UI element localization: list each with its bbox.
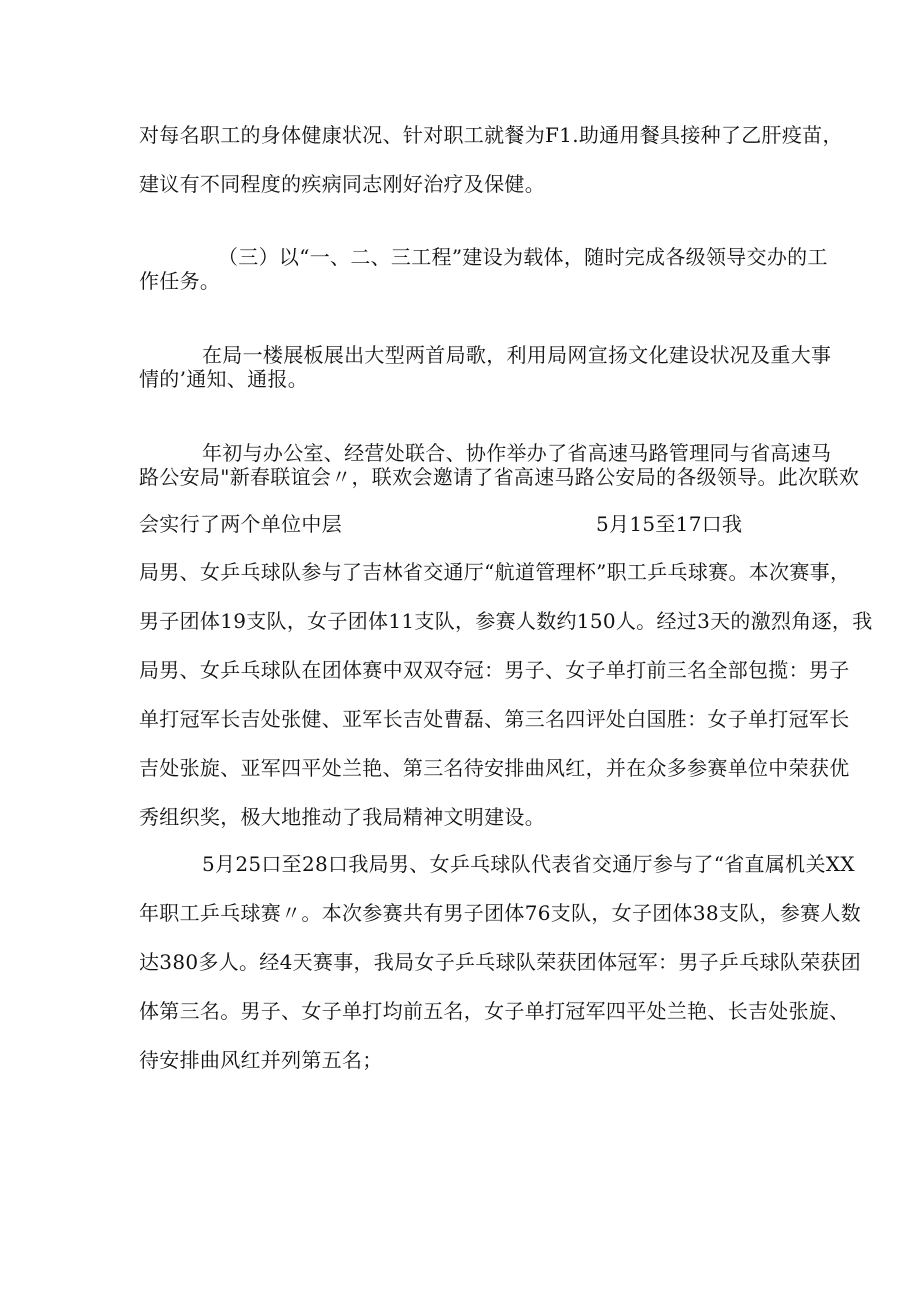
text-line: 5月25口至28口我局男、女乒乓球队代表省交通厅参与了“省直属机关XX bbox=[202, 852, 855, 876]
section-heading: （三）以“一、二、三工程”建设为载体，随时完成各级领导交办的工 bbox=[218, 245, 828, 269]
text-line: 在局一楼展板展出大型两首局歌，利用局网宣扬文化建设状况及重大事 bbox=[202, 343, 832, 367]
text-line: 体第三名。男子、女子单打均前五名，女子单打冠军四平处兰艳、长吉处张旋、 bbox=[139, 999, 850, 1023]
text-line: 达380多人。经4天赛事，我局女子乒乓球队荣获团体冠军：男子乒乓球队荣获团 bbox=[139, 950, 861, 974]
text-line: 男子团体19支队，女子团体11支队，参赛人数约150人。经过3天的激烈角逐，我 bbox=[139, 609, 873, 633]
text-line: 吉处张旋、亚军四平处兰艳、第三名待安排曲风红，并在众多参赛单位中荣获优 bbox=[139, 756, 850, 780]
text-line: 待安排曲风红并列第五名； bbox=[139, 1048, 383, 1072]
text-line: 建议有不同程度的疾病同志刚好治疗及保健。 bbox=[139, 172, 545, 196]
text-line: 年职工乒乓球赛〃。本次参赛共有男子团体76支队，女子团体38支队，参赛人数 bbox=[139, 901, 861, 925]
text-line: 会实行了两个单位中层 bbox=[139, 512, 342, 536]
text-line: 5月15至17口我 bbox=[596, 512, 743, 536]
text-line: 局男、女乒乓球队在团体赛中双双夺冠：男子、女子单打前三名全部包揽：男子 bbox=[139, 658, 850, 682]
text-line: 秀组织奖，极大地推动了我局精神文明建设。 bbox=[139, 805, 545, 829]
text-line: 年初与办公室、经营处联合、协作举办了省高速马路管理同与省高速马 bbox=[202, 441, 832, 465]
text-line: 局男、女乒乓球队参与了吉林省交通厅“航道管理杯”职工乒乓球赛。本次赛事， bbox=[139, 560, 851, 584]
text-line: 对每名职工的身体健康状况、针对职工就餐为F1.助通用餐具接种了乙肝疫苗， bbox=[139, 123, 843, 147]
text-line: 作任务。 bbox=[139, 269, 221, 293]
text-line: 单打冠军长吉处张健、亚军长吉处曹磊、第三名四评处白国胜：女子单打冠军长 bbox=[139, 707, 850, 731]
text-line: 路公安局"新春联谊会〃，联欢会邀请了省高速马路公安局的各级领导。此次联欢 bbox=[139, 465, 859, 489]
text-line: 情的’通知、通报。 bbox=[139, 367, 309, 391]
